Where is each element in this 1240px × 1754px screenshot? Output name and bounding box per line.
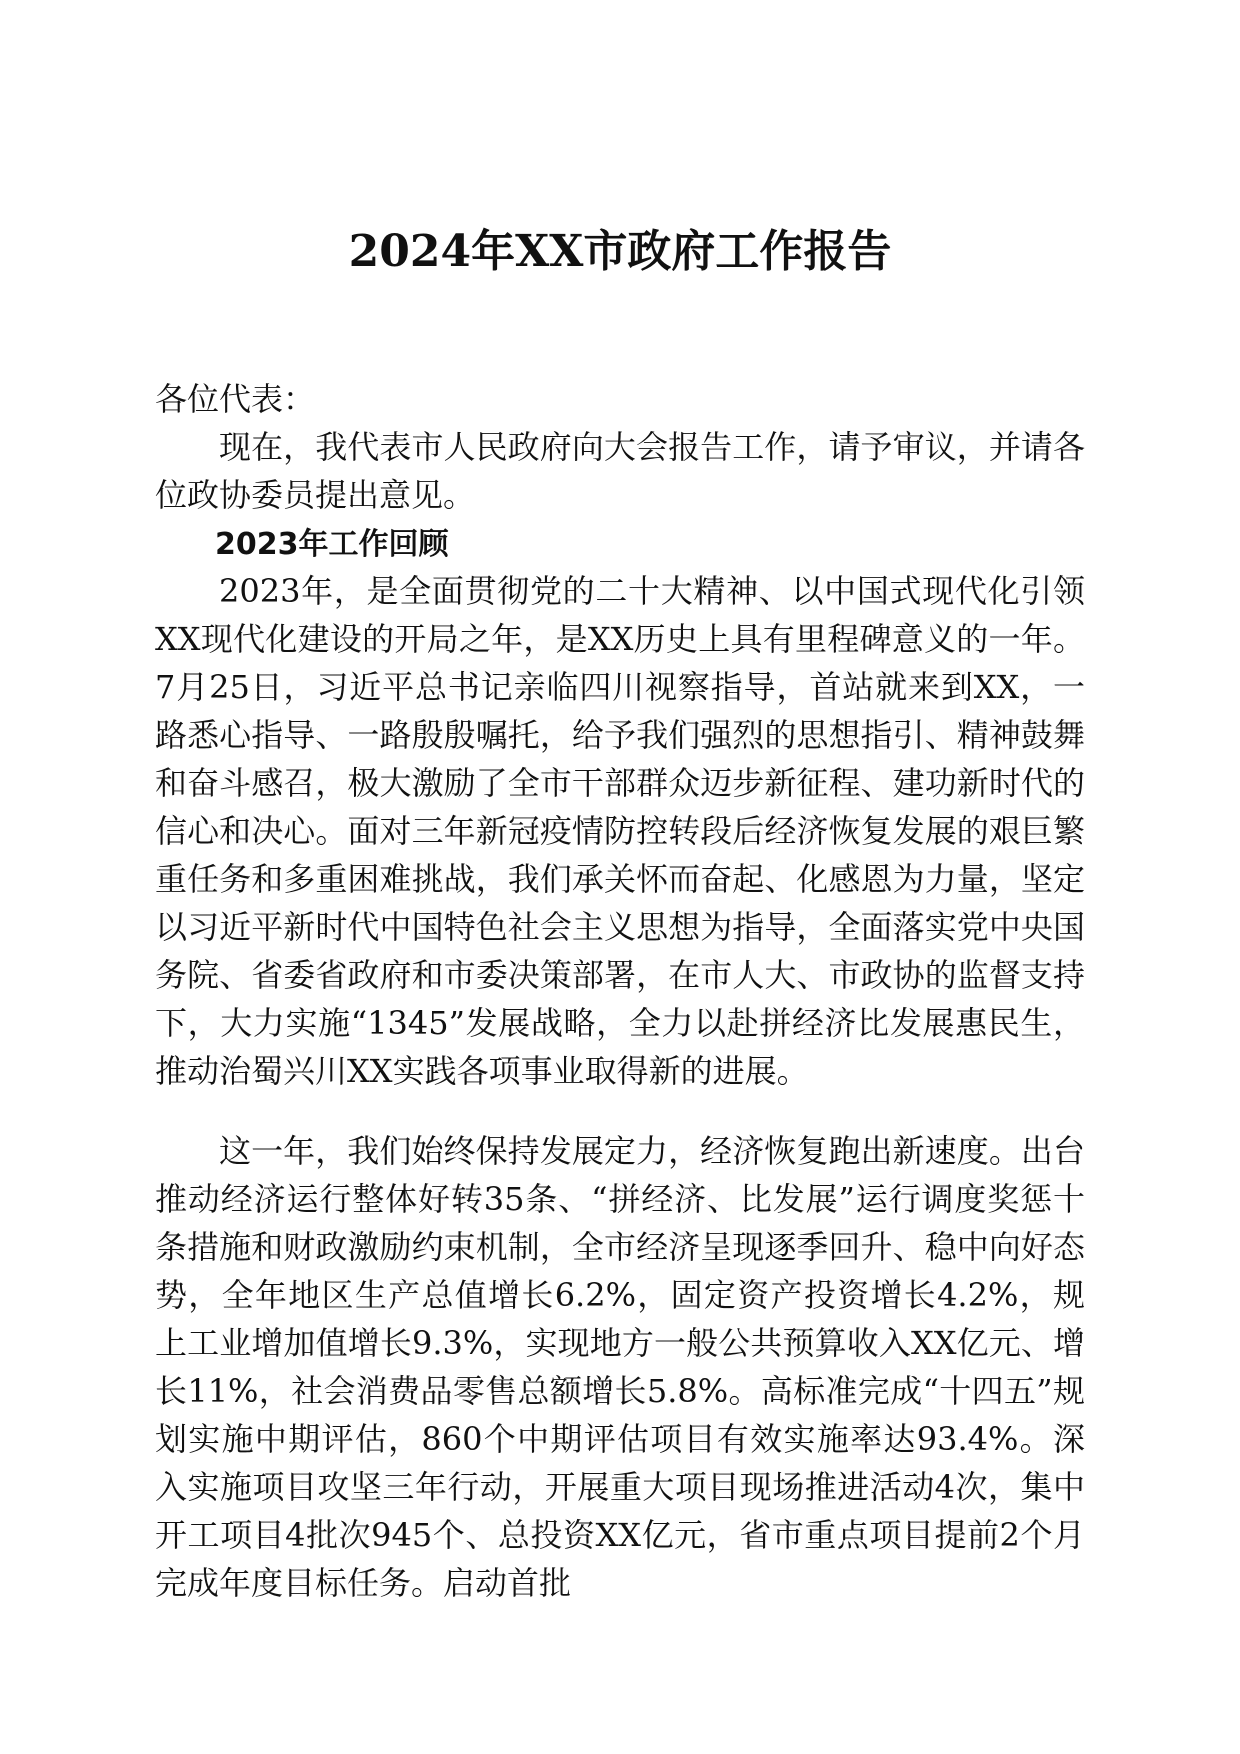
paragraph-2023-overview: 2023年，是全面贯彻党的二十大精神、以中国式现代化引领XX现代化建设的开局之年，是XX历史上具有里程碑意义的一年。7月25日，习近平总书记亲临四川视察指导，首站就来到XX，一路悉心指导、一路殷殷嘱托，给予我们强烈的思想指引、精神鼓舞和奋斗感召，极大激励了全市干部群众迈步新征程、建功新时代的信心和决心。面对三年新冠疫情防控转段后经济恢复发展的艰巨繁重任务和多重困难挑战，我们承关怀而奋起、化感恩为力量，坚定以习近平新时代中国特色社会主义思想为指导，全面落实党中央国务院、省委省政府和市委决策部署，在市人大、市政协的监督支持下，大力实施“1345”发展战略，全力以赴拼经济比发展惠民生，推动治蜀兴川XX实践各项事业取得新的进展。 (155, 572, 1085, 1090)
greeting: 各位代表： (155, 380, 316, 418)
paragraph-intro: 现在，我代表市人民政府向大会报告工作，请予审议，并请各位政协委员提出意见。 (155, 428, 1085, 514)
document-title: 2024年XX市政府工作报告 (348, 226, 892, 277)
paragraph-economic-recovery: 这一年，我们始终保持发展定力，经济恢复跑出新速度。出台推动经济运行整体好转35条、“拼经济、比发展”运行调度奖惩十条措施和财政激励约束机制，全市经济呈现逐季回升、稳中向好态势，全年地区生产总值增长6.2%，固定资产投资增长4.2%，规上工业增加值增长9.3%，实现地方一般公共预算收入XX亿元、增长11%，社会消费品零售总额增长5.8%。高标准完成“十四五”规划实施中期评估，860个中期评估项目有效实施率达93.4%。深入实施项目攻坚三年行动，开展重大项目现场推进活动4次，集中开工项目4批次945个、总投资XX亿元，省市重点项目提前2个月完成年度目标任务。启动首批 (155, 1132, 1085, 1602)
section-heading-2023-review: 2023年工作回顾 (215, 527, 449, 562)
